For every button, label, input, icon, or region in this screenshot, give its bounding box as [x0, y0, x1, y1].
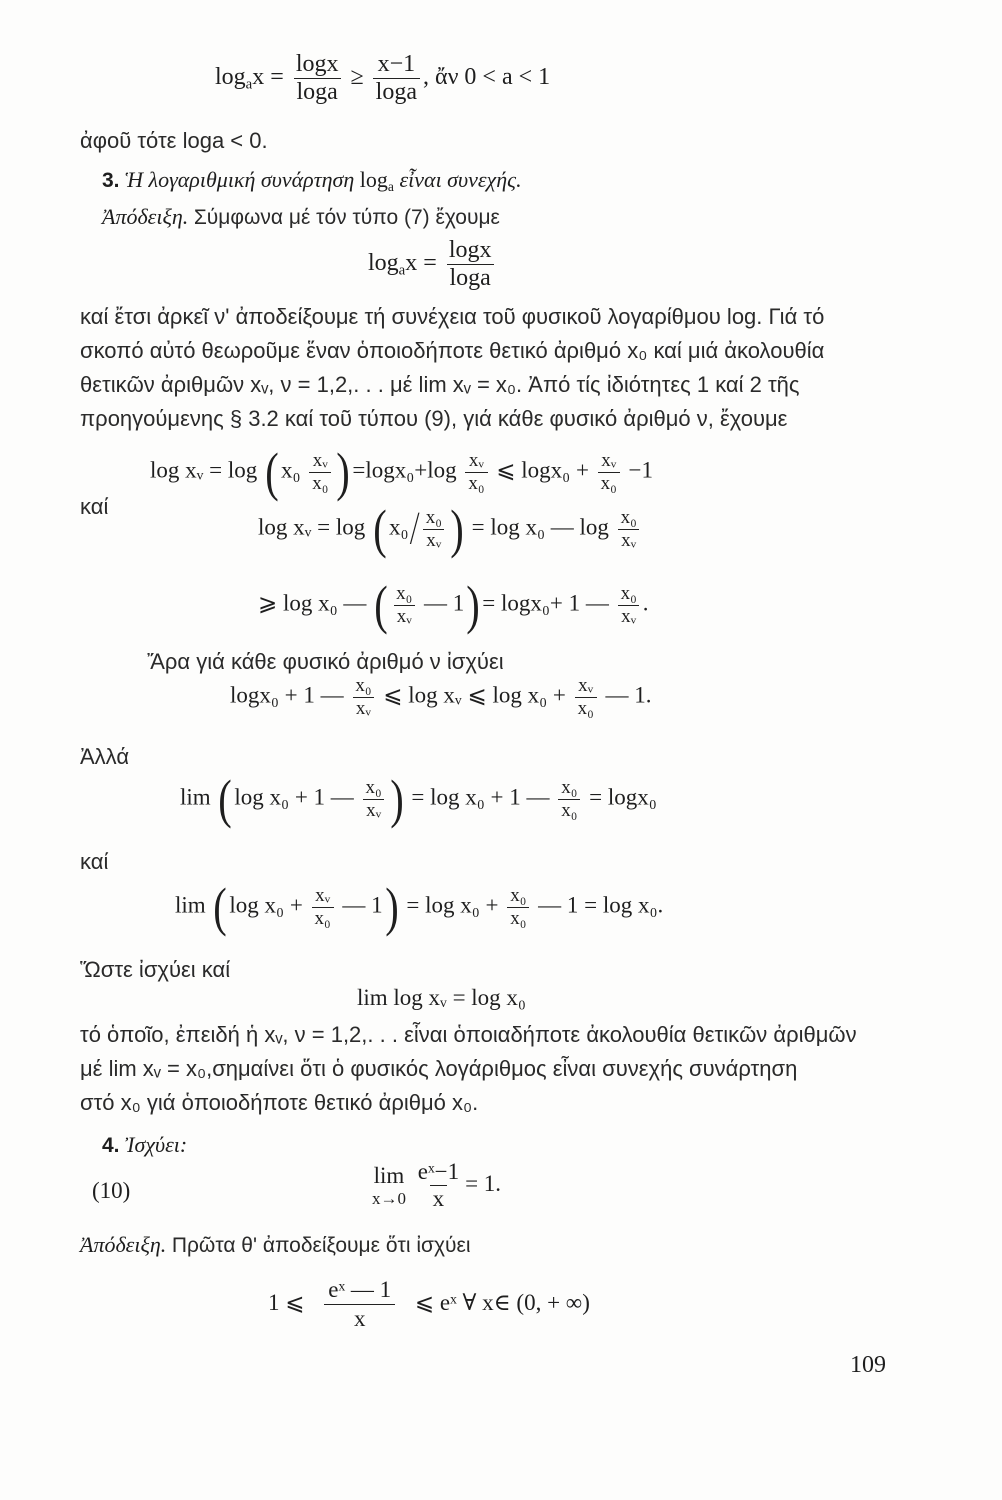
paragraph-1-line: προηγούμενης § 3.2 καί τοῦ τύπου (9), γιά κάθε φυσικό ἀριθμό ν, ἔχουμε	[80, 406, 788, 432]
equation-5: lim (log x₀ + 1 — $\frac{\text{x₀}}{\text{xᵥ}}$ ) = log x₀ + 1 — $\frac{\text{x₀}}{\text{x₀}}$ = logx₀	[180, 769, 657, 829]
paragraph-1-line: θετικῶν ἀριθμῶν xᵥ, ν = 1,2,. . . μέ lim xᵥ = x₀. Ἀπό τίς ἰδιότητες 1 καί 2 τῆς	[80, 372, 800, 398]
text-kai-2: καί	[80, 849, 109, 874]
page-number: 109	[850, 1352, 886, 1378]
section-3-heading: 3. Ἡ λογαριθμική συνάρτηση $\log_a$ εἶναι συνεχής.	[102, 167, 522, 195]
equation-11: 1 ⩽ $\frac{\text{eˣ — 1}}{x}$ ⩽ eˣ ∀ x∈ (0, + ∞)	[268, 1277, 590, 1332]
equation-6: lim (log x₀ + $\frac{\text{xᵥ}}{\text{x₀}}$ — 1) = log x₀ + $\frac{\text{x₀}}{\text{x₀}}$ — 1 = log x₀.	[175, 877, 664, 937]
equation-loga-inequality: $\log_ax$ = $\frac{\log x}{\log a}$ ≥ $\frac{x-1}{\log a}$ , ἄν 0 < a < 1	[215, 51, 551, 106]
paragraph-2-line: στό x₀ γιά ὁποιοδήποτε θετικό ἀριθμό x₀.	[80, 1090, 479, 1116]
equation-1: log xᵥ = log (x₀ $\frac{\text{xᵥ}}{\text{x₀}}$ )=logx₀+log $\frac{\text{xᵥ}}{\text{x₀}}$ ⩽ logx₀ + $\frac{\text{xᵥ}}{\text{x₀}}$ −1	[150, 442, 654, 502]
equation-7: lim log xᵥ = log x₀	[357, 985, 526, 1010]
proof-intro-2: Ἀπόδειξη. Πρῶτα θ' ἀποδείξουμε ὅτι ἰσχύει	[80, 1232, 471, 1257]
text-alla: Ἀλλά	[80, 744, 130, 769]
section-4-heading: 4. Ἰσχύει:	[102, 1132, 188, 1157]
text-ara: Ἄρα γιά κάθε φυσικό ἀριθμό ν ἰσχύει	[147, 649, 504, 674]
text-kai-1: καί	[80, 494, 109, 519]
text-afou: ἀφοῦ τότε loga < 0.	[80, 128, 268, 153]
paragraph-1	[80, 300, 920, 436]
equation-10-label: (10)	[92, 1178, 131, 1203]
paragraph-1-line: σκοπό αὐτό θεωροῦμε ἕναν ὁποιοδήποτε θετικό ἀριθμό x₀ καί μιά ἀκολουθία	[80, 338, 825, 364]
equation-3: ⩾ log x₀ — ( $\frac{\text{x₀}}{\text{xᵥ}}$ — 1)= logx₀+ 1 — $\frac{\text{x₀}}{\text{xᵥ}}$ .	[258, 575, 649, 635]
paragraph-1-line: καί ἔτσι ἀρκεῖ ν' ἀποδείξουμε τή συνέχεια τοῦ φυσικοῦ λογαρίθμου log. Γιά τό	[80, 304, 825, 329]
paragraph-2	[80, 1018, 920, 1120]
paragraph-2-line: τό ὁποῖο, ἐπειδή ἡ xᵥ, ν = 1,2,. . . εἶναι ὁποιαδήποτε ἀκολουθία θετικῶν ἀριθμῶν	[80, 1022, 857, 1047]
proof-intro-1: Ἀπόδειξη. Σύμφωνα μέ τόν τύπο (7) ἔχουμε	[102, 204, 500, 229]
equation-2: log xᵥ = log (x₀/ $\frac{\text{x₀}}{\text{xᵥ}}$ ) = log x₀ — log $\frac{\text{x₀}}{\text{xᵥ}}$	[258, 502, 643, 556]
equation-10: lim x→0 $\frac{\text{eˣ−1}}{x}$ = 1.	[372, 1159, 502, 1212]
paragraph-2-line: μέ lim xᵥ = x₀,σημαίνει ὅτι ὁ φυσικός λογάριθμος εἶναι συνεχής συνάρτηση	[80, 1056, 798, 1082]
equation-4: logx₀ + 1 — $\frac{\text{x₀}}{\text{xᵥ}}$ ⩽ log xᵥ ⩽ log x₀ + $\frac{\text{xᵥ}}{\text{x₀}}$ — 1.	[230, 675, 652, 719]
equation-loga-def: $\log_ax$ = $\frac{\log x}{\log a}$	[368, 238, 498, 291]
text-oste: Ὥστε ἰσχύει καί	[80, 957, 231, 982]
